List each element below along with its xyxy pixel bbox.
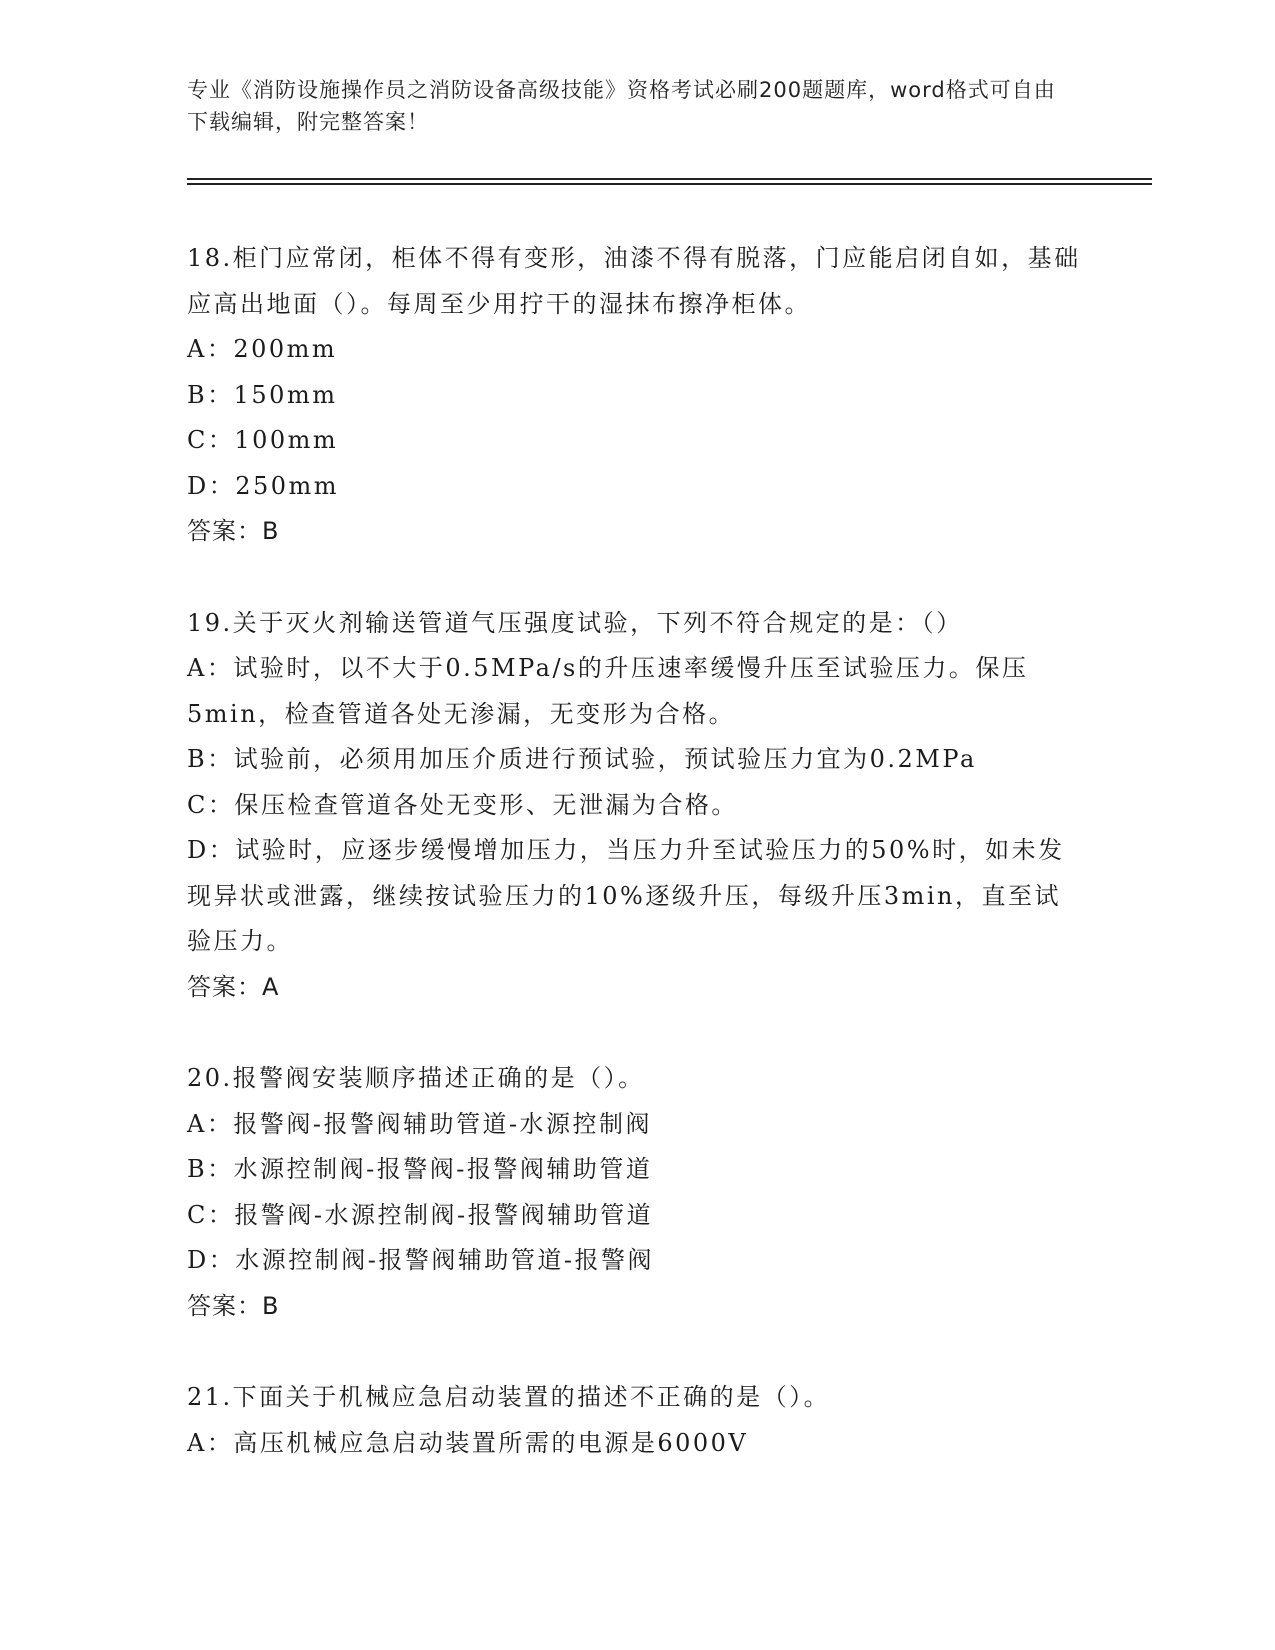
question-stem: 21.下面关于机械应急启动装置的描述不正确的是（）。 [187, 1383, 831, 1411]
header-rule-top [187, 178, 1152, 180]
option-c: C：保压检查管道各处无变形、无泄漏为合格。 [187, 790, 738, 819]
option-a: A：试验时，以不大于0.5MPa/s的升压速率缓慢升压至试验压力。保压5min，检查管道各处无渗漏，无变形为合格。 [187, 654, 1029, 728]
option-a: A：高压机械应急启动装置所需的电源是6000V [187, 1428, 749, 1457]
question-21 [187, 1375, 1087, 1466]
answer: 答案：B [187, 517, 280, 545]
question-stem: 20.报警阀安装顺序描述正确的是（）。 [187, 1064, 645, 1092]
option-d: D：250mm [187, 471, 340, 500]
question-stem: 19.关于灭火剂输送管道气压强度试验，下列不符合规定的是：（） [187, 608, 963, 637]
option-c: C：100mm [187, 426, 339, 454]
option-a: A：报警阀-报警阀辅助管道-水源控制阀 [187, 1109, 653, 1138]
option-b: B：水源控制阀-报警阀-报警阀辅助管道 [187, 1155, 653, 1183]
question-stem: 18.柜门应常闭，柜体不得有变形，油漆不得有脱落，门应能启闭自如，基础应高出地面（）。每周至少用拧干的湿抹布擦净柜体。 [187, 244, 1081, 318]
option-b: B：试验前，必须用加压介质进行预试验，预试验压力宜为0.2MPa [187, 745, 977, 773]
document-header: 专业《消防设施操作员之消防设备高级技能》资格考试必刷200题题库，word格式可自由下载编辑，附完整答案！ [187, 78, 1056, 134]
question-19 [187, 601, 1087, 1011]
header-rule-bottom [187, 183, 1152, 185]
option-d: D：试验时，应逐步缓慢增加压力，当压力升至试验压力的50%时，如未发现异状或泄露，继续按试验压力的10%逐级升压，每级升压3min，直至试验压力。 [187, 836, 1065, 955]
question-20 [187, 1056, 1087, 1329]
question-list [187, 236, 1087, 1466]
option-d: D：水源控制阀-报警阀辅助管道-报警阀 [187, 1246, 654, 1274]
option-a: A：200mm [187, 335, 338, 363]
option-c: C：报警阀-水源控制阀-报警阀辅助管道 [187, 1200, 654, 1229]
answer: 答案：A [187, 972, 280, 1001]
question-18 [187, 236, 1087, 555]
option-b: B：150mm [187, 380, 338, 409]
answer: 答案：B [187, 1291, 280, 1320]
